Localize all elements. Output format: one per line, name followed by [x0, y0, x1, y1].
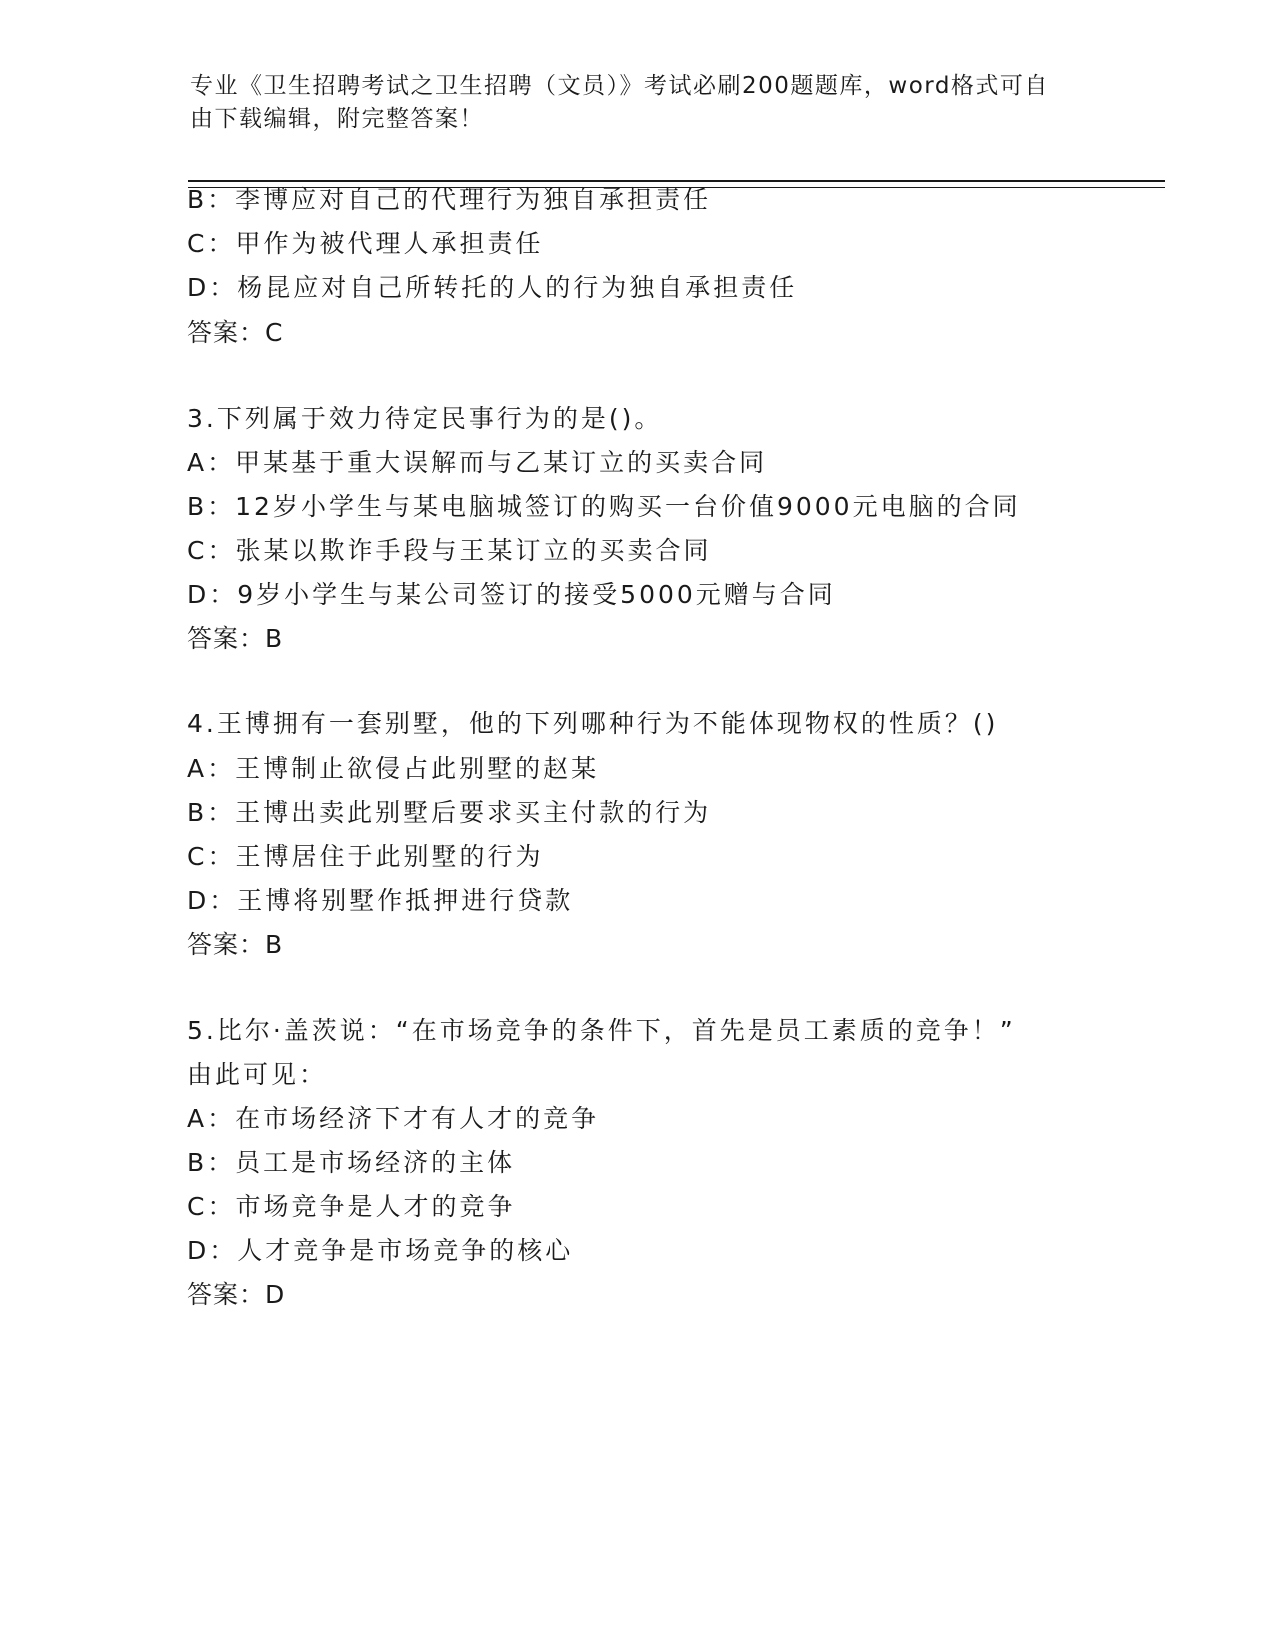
q3-answer: 答案：B: [187, 624, 284, 653]
header-line-2: 由下载编辑，附完整答案！: [190, 106, 484, 132]
q5-option-d: D：人才竞争是市场竞争的核心: [187, 1236, 574, 1265]
q5-question-line-1: 5.比尔·盖茨说：“在市场竞争的条件下，首先是员工素质的竞争！”: [187, 1016, 1016, 1045]
q5-question-line-2: 由此可见：: [187, 1060, 328, 1089]
q4-option-b: B：王博出卖此别墅后要求买主付款的行为: [187, 798, 712, 827]
q2-answer: 答案：C: [187, 318, 284, 347]
q4-option-c: C：王博居住于此别墅的行为: [187, 842, 544, 871]
q3-option-c: C：张某以欺诈手段与王某订立的买卖合同: [187, 536, 712, 565]
q2-option-b: B：李博应对自己的代理行为独自承担责任: [187, 185, 712, 214]
q2-option-d: D：杨昆应对自己所转托的人的行为独自承担责任: [187, 273, 798, 302]
q3-option-b: B：12岁小学生与某电脑城签订的购买一台价值9000元电脑的合同: [187, 492, 1021, 521]
q4-option-d: D：王博将别墅作抵押进行贷款: [187, 886, 574, 915]
q4-answer: 答案：B: [187, 930, 284, 959]
q5-answer: 答案：D: [187, 1280, 286, 1309]
header-line-1: 专业《卫生招聘考试之卫生招聘（文员）》考试必刷200题题库，word格式可自: [190, 73, 1049, 99]
q4-option-a: A：王博制止欲侵占此别墅的赵某: [187, 754, 600, 783]
q4-question: 4.王博拥有一套别墅，他的下列哪种行为不能体现物权的性质？(): [187, 709, 999, 738]
q2-option-c: C：甲作为被代理人承担责任: [187, 229, 544, 258]
q3-question: 3.下列属于效力待定民事行为的是()。: [187, 404, 663, 433]
document-header: [190, 70, 1090, 136]
q5-option-b: B：员工是市场经济的主体: [187, 1148, 516, 1177]
q5-option-c: C：市场竞争是人才的竞争: [187, 1192, 516, 1221]
q3-option-d: D：9岁小学生与某公司签订的接受5000元赠与合同: [187, 580, 836, 609]
q3-option-a: A：甲某基于重大误解而与乙某订立的买卖合同: [187, 448, 768, 477]
q5-option-a: A：在市场经济下才有人才的竞争: [187, 1104, 600, 1133]
